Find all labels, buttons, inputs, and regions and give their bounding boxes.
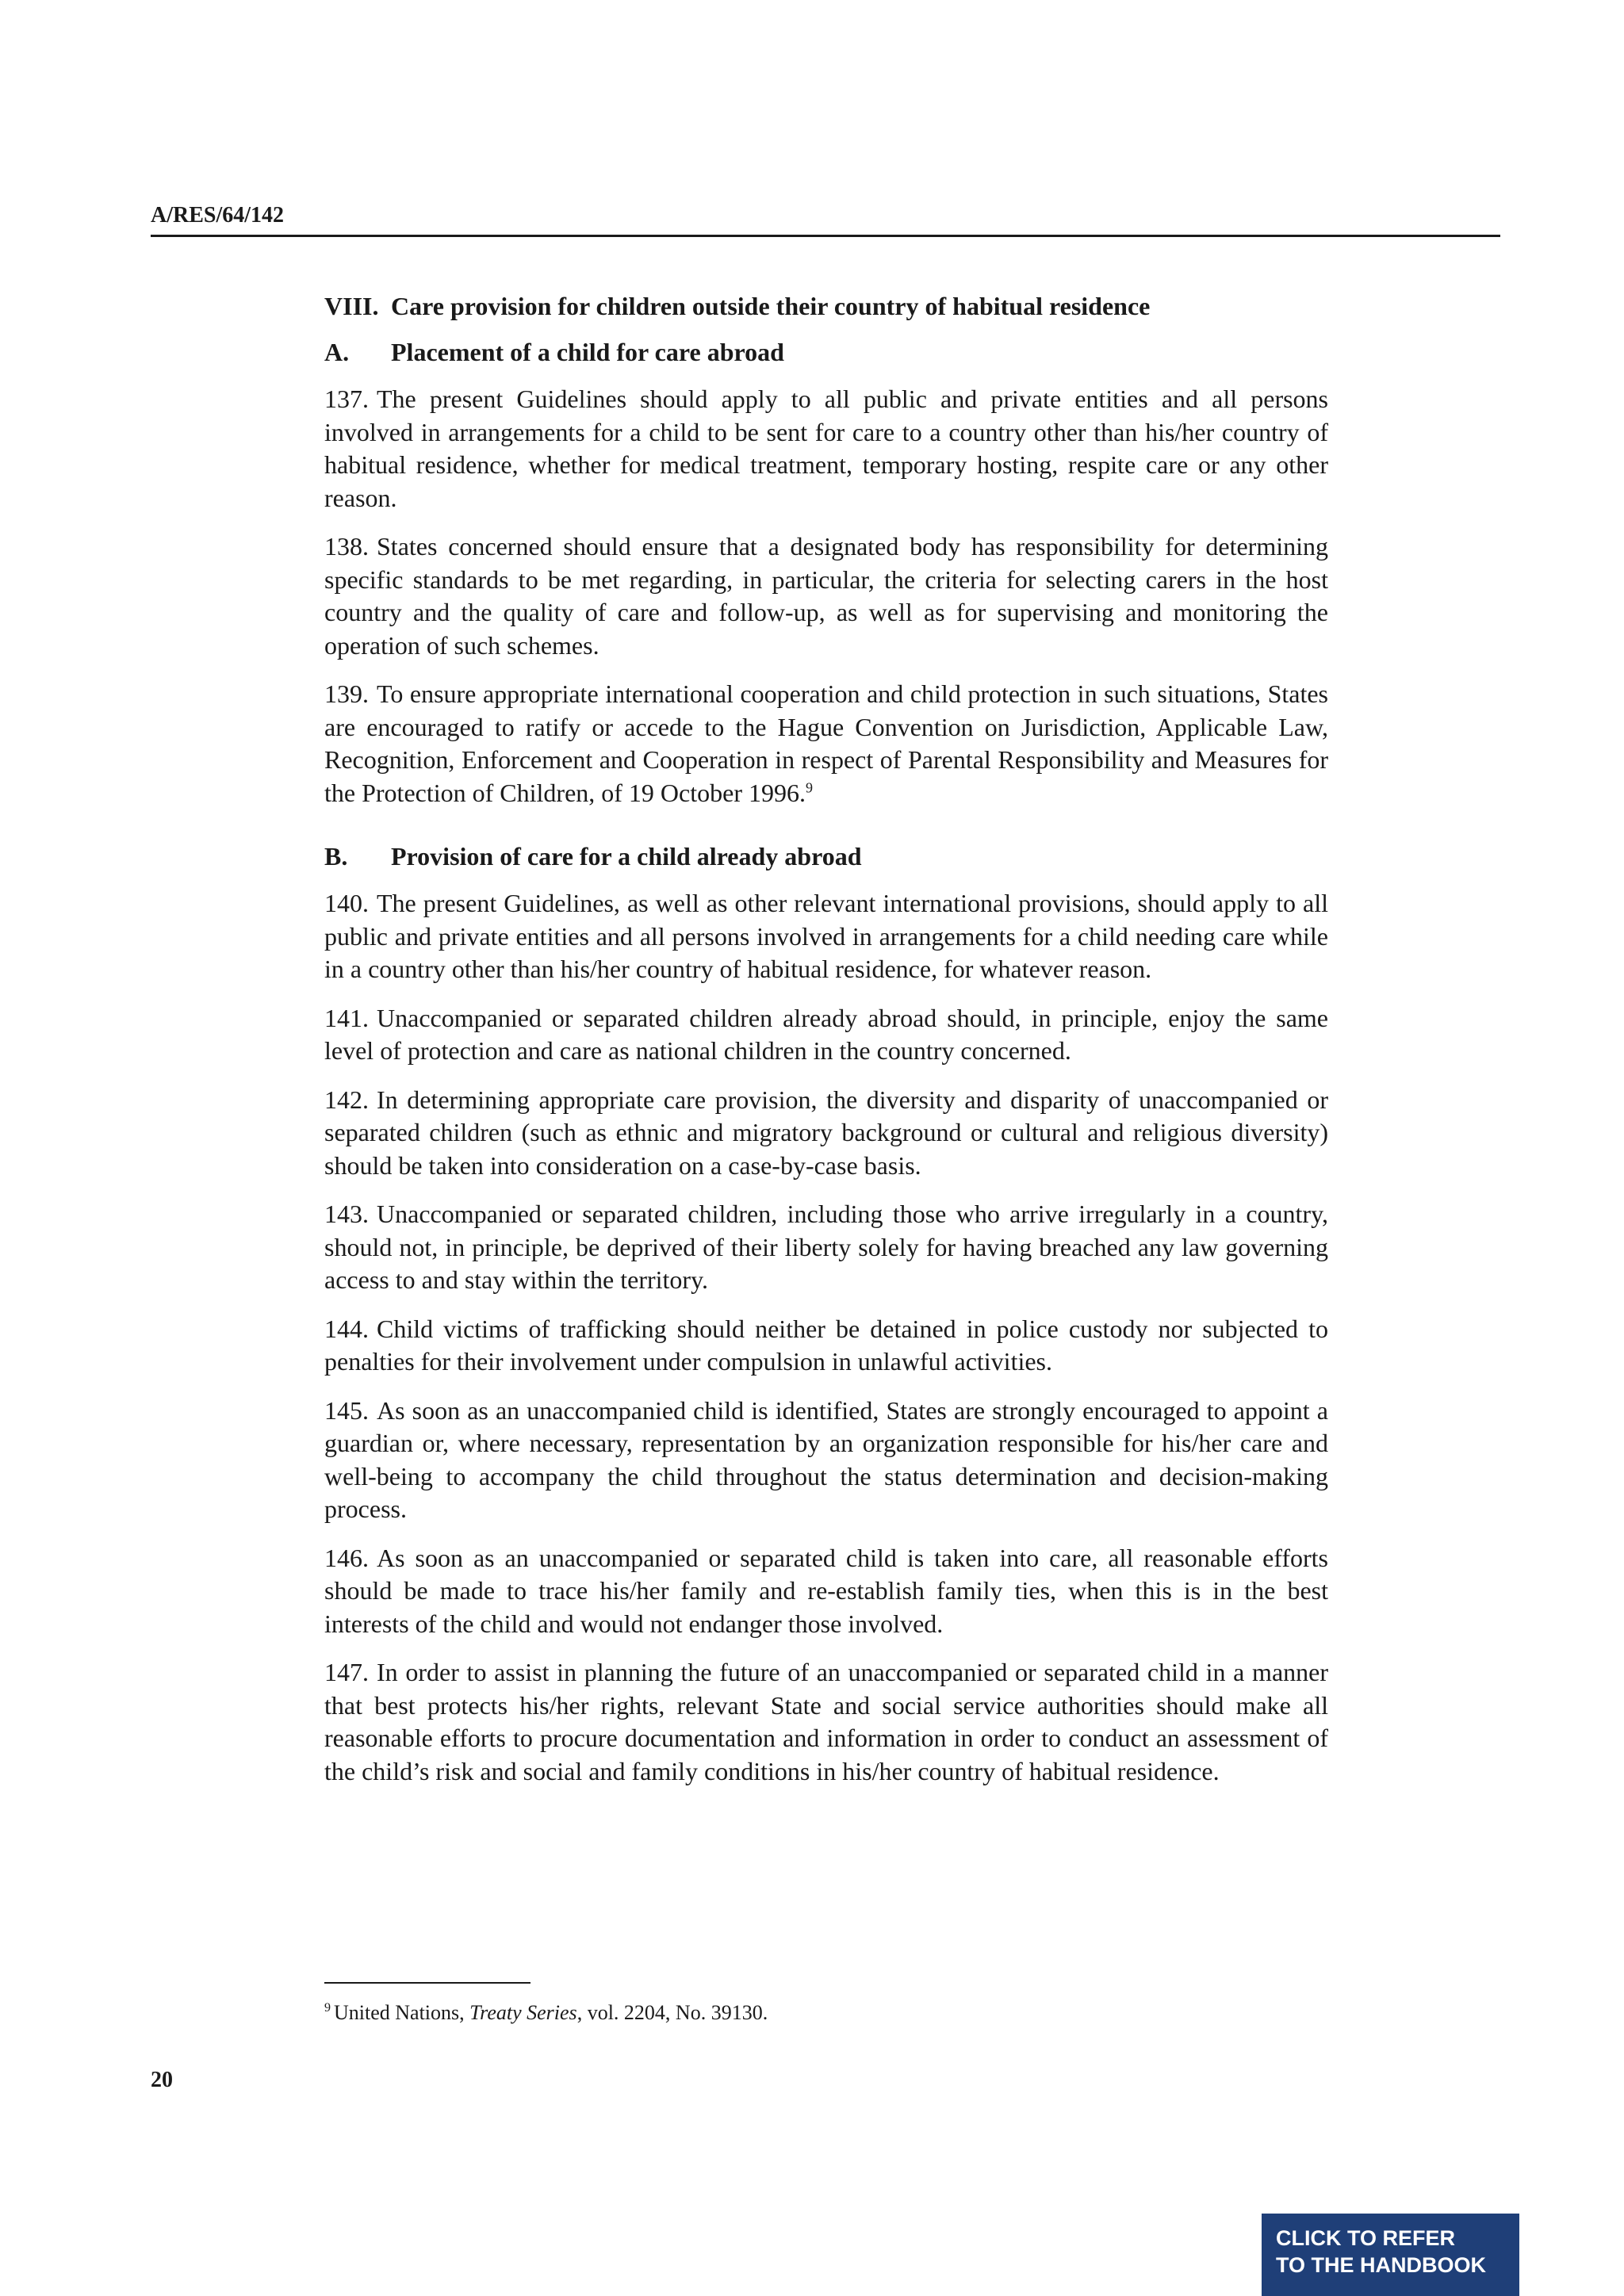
section-title: Provision of care for a child already abroad [391, 842, 862, 871]
paragraph-137 [324, 383, 1328, 515]
paragraph-text: The present Guidelines should apply to all public and private entities and all persons involved in arrangements for a child to be sent for care to a country other than his/her country of habitual residence, whether for medical treatment, temporary hosting, respite care or any other reason. [324, 385, 1328, 512]
section-title: Placement of a child for care abroad [391, 338, 784, 366]
paragraph-number: 137. [324, 385, 369, 413]
footnote-prefix: United Nations, [334, 2001, 470, 2024]
section-letter: A. [324, 338, 350, 366]
paragraph-number: 141. [324, 1003, 369, 1032]
paragraph-text: As soon as an unaccompanied child is identified, States are strongly encouraged to appoint a guardian or, where necessary, representation by an organization responsible for his/her care and well-being to accompany the child throughout the status determination and decision-making process. [324, 1395, 1328, 1523]
paragraph-140 [324, 887, 1328, 986]
footnote-marker: 9 [324, 2001, 331, 2015]
paragraph-number: 140. [324, 889, 369, 917]
paragraph-text: Unaccompanied or separated children already abroad should, in principle, enjoy the same level of protection and care as national children in the country concerned. [324, 1003, 1328, 1065]
section-heading-b [324, 840, 1328, 873]
document-symbol: A/RES/64/142 [151, 203, 285, 228]
paragraph-143 [324, 1198, 1328, 1297]
footnote-divider [324, 1982, 530, 1984]
paragraph-text: To ensure appropriate international cooperation and child protection in such situations, States are encouraged to ratify or accede to the Hague Convention on Jurisdiction, Applicable Law, Recognition, Enforcement and Cooperation in respect of Parental Responsibility and Measures for the Protection of Children, of 19 October 1996. [324, 679, 1328, 807]
paragraph-number: 147. [324, 1658, 369, 1686]
paragraph-146 [324, 1542, 1328, 1641]
footnote-suffix: , vol. 2204, No. 39130. [576, 2001, 768, 2024]
paragraph-text: In determining appropriate care provision, the diversity and disparity of unaccompanied or separated children (such as ethnic and migratory background or cultural and religious diversity) should be taken into consideration on a case-by-case basis. [324, 1085, 1328, 1180]
chapter-title: Care provision for children outside their country of habitual residence [391, 292, 1151, 320]
section-heading-a [324, 335, 1328, 369]
page-number: 20 [151, 2068, 173, 2092]
paragraph-145 [324, 1395, 1328, 1526]
document-header [151, 200, 1500, 237]
paragraph-number: 146. [324, 1543, 369, 1572]
paragraph-text: Unaccompanied or separated children, including those who arrive irregularly in a country, should not, in principle, be deprived of their liberty solely for having breached any law governing access to and stay within the territory. [324, 1200, 1328, 1294]
footnote [324, 1999, 1328, 2026]
paragraph-number: 145. [324, 1395, 369, 1425]
paragraph-number: 139. [324, 679, 369, 708]
paragraph-number: 138. [324, 532, 369, 561]
paragraph-text: States concerned should ensure that a designated body has responsibility for determining specific standards to be met regarding, in particular, the criteria for selecting carers in the host country and the quality of care and follow-up, as well as for supervising and monitoring the operation of such schemes. [324, 532, 1328, 660]
paragraph-number: 142. [324, 1085, 369, 1114]
paragraph-144 [324, 1313, 1328, 1379]
section-letter: B. [324, 842, 348, 871]
paragraph-number: 144. [324, 1314, 369, 1343]
paragraph-141 [324, 1002, 1328, 1068]
chapter-heading [324, 289, 1328, 323]
paragraph-text: In order to assist in planning the future of an unaccompanied or separated child in a manner that best protects his/her rights, relevant State and social service authorities should make all reasonable efforts to procure documentation and information in order to conduct an assessment of the child’s risk and social and family conditions in his/her country of habitual residence. [324, 1658, 1328, 1785]
paragraph-139 [324, 678, 1328, 809]
refer-to-handbook-button[interactable] [1262, 2214, 1519, 2296]
chapter-number: VIII. [324, 292, 379, 320]
paragraph-number: 143. [324, 1200, 369, 1228]
paragraph-text: Child victims of trafficking should neither be detained in police custody nor subjected to penalties for their involvement under compulsion in unlawful activities. [324, 1314, 1328, 1376]
paragraph-text: The present Guidelines, as well as other relevant international provisions, should apply to all public and private entities and all persons involved in arrangements for a child needing care while in a country other than his/her country of habitual residence, for whatever reason. [324, 889, 1328, 983]
paragraph-138 [324, 530, 1328, 662]
paragraph-147 [324, 1656, 1328, 1788]
handbook-button-line-1: CLICK TO REFER [1276, 2226, 1456, 2250]
footnote-series-title: Treaty Series [469, 2001, 577, 2024]
document-body [324, 289, 1328, 1804]
paragraph-142 [324, 1084, 1328, 1183]
footnote-reference[interactable]: 9 [805, 779, 813, 795]
handbook-button-line-2: TO THE HANDBOOK [1276, 2253, 1487, 2277]
paragraph-text: As soon as an unaccompanied or separated child is taken into care, all reasonable efforts should be made to trace his/her family and re-establish family ties, when this is in the best interests of the child and would not endanger those involved. [324, 1543, 1328, 1638]
